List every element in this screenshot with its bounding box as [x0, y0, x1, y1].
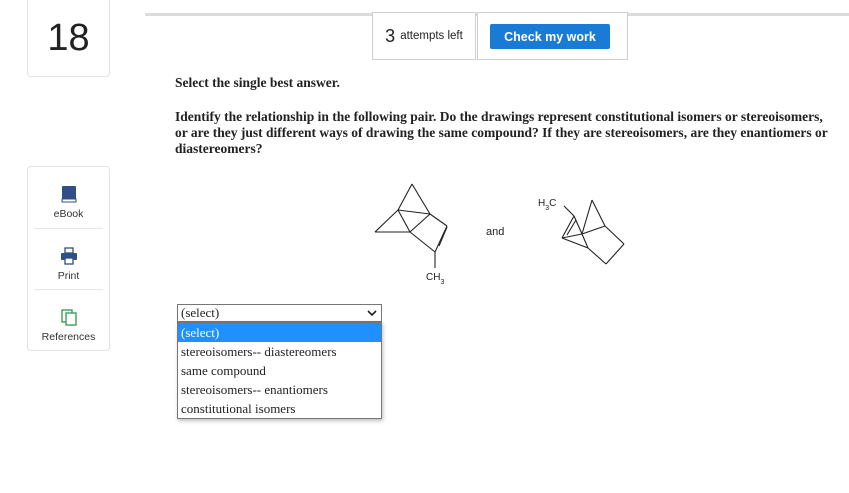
dropdown-option[interactable]: (select) [178, 323, 381, 342]
answer-dropdown-list [177, 322, 382, 419]
attempts-count: 3 [385, 25, 396, 46]
printer-icon [60, 247, 78, 265]
check-work-container [477, 12, 628, 60]
sidebar-item-label: Print [57, 270, 80, 282]
dropdown-option[interactable]: same compound [181, 363, 266, 378]
sidebar-item-ebook[interactable] [28, 185, 109, 245]
instruction-text: Select the single best answer. [175, 75, 340, 90]
answer-select-value: (select) [181, 305, 220, 320]
sidebar-item-label: eBook [53, 208, 84, 220]
attempts-text: attempts left [400, 30, 463, 42]
attempts-indicator [372, 12, 476, 60]
resource-sidebar [27, 166, 110, 351]
sidebar-item-print[interactable] [28, 247, 109, 307]
divider [34, 289, 103, 290]
answer-select[interactable] [177, 304, 382, 322]
sidebar-item-references[interactable] [28, 308, 109, 368]
question-number: 18 [27, 0, 110, 77]
methyl-label-right: $H_3C$ [538, 198, 557, 212]
chevron-down-icon [367, 307, 377, 319]
dropdown-option[interactable]: stereoisomers-- diastereomers [181, 344, 337, 359]
copy-icon [60, 308, 78, 326]
sidebar-item-label: References [41, 331, 96, 343]
dropdown-option[interactable]: stereoisomers-- enantiomers [181, 382, 328, 397]
and-label: and [486, 226, 505, 238]
book-icon [61, 185, 77, 203]
divider [34, 228, 103, 229]
dropdown-option[interactable]: constitutional isomers [181, 401, 296, 416]
question-text: Identify the relationship in the following pair. Do the drawings represent constitutional isomers or stereoisomers, or are they just different ways of drawing the same compound? If they are stereoisomers, are they enantiomers or diastereomers? [175, 109, 828, 156]
check-my-work-button[interactable]: Check my work [490, 24, 610, 49]
methyl-label-left: $CH_3$ [426, 272, 445, 286]
